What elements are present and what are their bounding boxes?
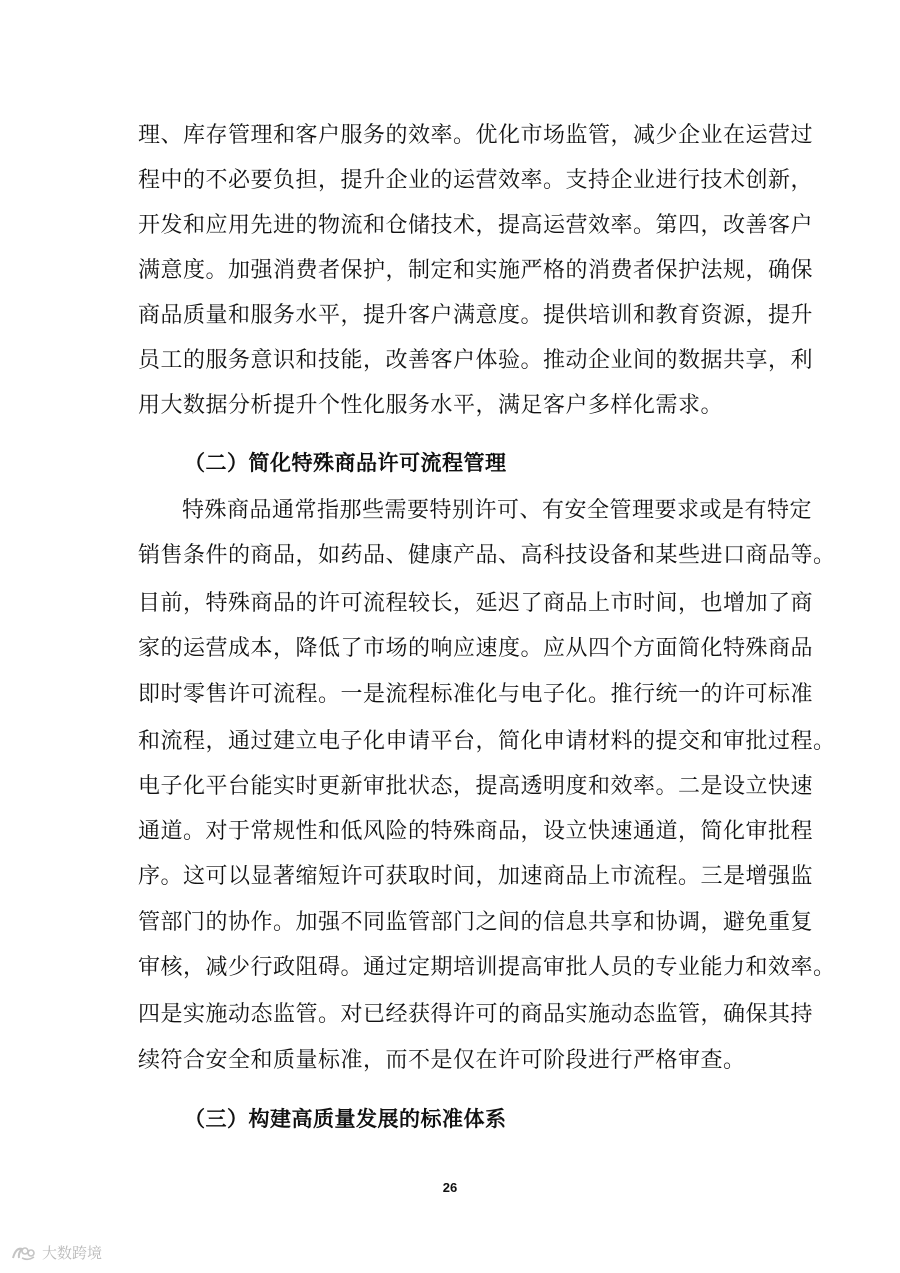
text-line: 用大数据分析提升个性化服务水平，满足客户多样化需求。: [138, 393, 724, 418]
text-line: 开发和应用先进的物流和仓储技术，提高运营效率。第四，改善客户: [138, 213, 814, 238]
section-heading-3: （三）构建高质量发展的标准体系: [184, 1106, 507, 1131]
text-line: 程中的不必要负担，提升企业的运营效率。支持企业进行技术创新，: [138, 168, 814, 193]
text-line: 电子化平台能实时更新审批状态，提高透明度和效率。二是设立快速: [138, 774, 814, 799]
text-line: 商品质量和服务水平，提升客户满意度。提供培训和教育资源，提升: [138, 303, 814, 328]
brand-logo-icon: [10, 1243, 36, 1263]
text-line: 特殊商品通常指那些需要特别许可、有安全管理要求或是有特定: [182, 498, 813, 523]
text-line: 理、库存管理和客户服务的效率。优化市场监管，减少企业在运营过: [138, 123, 814, 148]
text-line: 即时零售许可流程。一是流程标准化与电子化。推行统一的许可标准: [138, 682, 814, 707]
watermark: [10, 1242, 102, 1263]
section-heading-2: （二）简化特殊商品许可流程管理: [184, 450, 507, 475]
text-line: 目前，特殊商品的许可流程较长，延迟了商品上市时间，也增加了商: [138, 591, 814, 616]
text-line: 序。这可以显著缩短许可获取时间，加速商品上市流程。三是增强监: [138, 864, 814, 889]
text-line: 通道。对于常规性和低风险的特殊商品，设立快速通道，简化审批程: [138, 819, 814, 844]
text-line: 续符合安全和质量标准，而不是仅在许可阶段进行严格审查。: [138, 1048, 746, 1073]
text-line: 满意度。加强消费者保护，制定和实施严格的消费者保护法规，确保: [138, 258, 814, 283]
text-line: 员工的服务意识和技能，改善客户体验。推动企业间的数据共享，利: [138, 348, 814, 373]
text-line: 销售条件的商品，如药品、健康产品、高科技设备和某些进口商品等。: [138, 543, 836, 568]
text-line: 管部门的协作。加强不同监管部门之间的信息共享和协调，避免重复: [138, 910, 814, 935]
watermark-text: 大数跨境: [42, 1244, 103, 1262]
text-line: 审核，减少行政阻碍。通过定期培训提高审批人员的专业能力和效率。: [138, 955, 836, 980]
page-number: 26: [442, 1180, 458, 1195]
text-line: 和流程，通过建立电子化申请平台，简化申请材料的提交和审批过程。: [138, 729, 836, 754]
text-line: 家的运营成本，降低了市场的响应速度。应从四个方面简化特殊商品: [138, 636, 814, 661]
text-line: 四是实施动态监管。对已经获得许可的商品实施动态监管，确保其持: [138, 1002, 814, 1027]
